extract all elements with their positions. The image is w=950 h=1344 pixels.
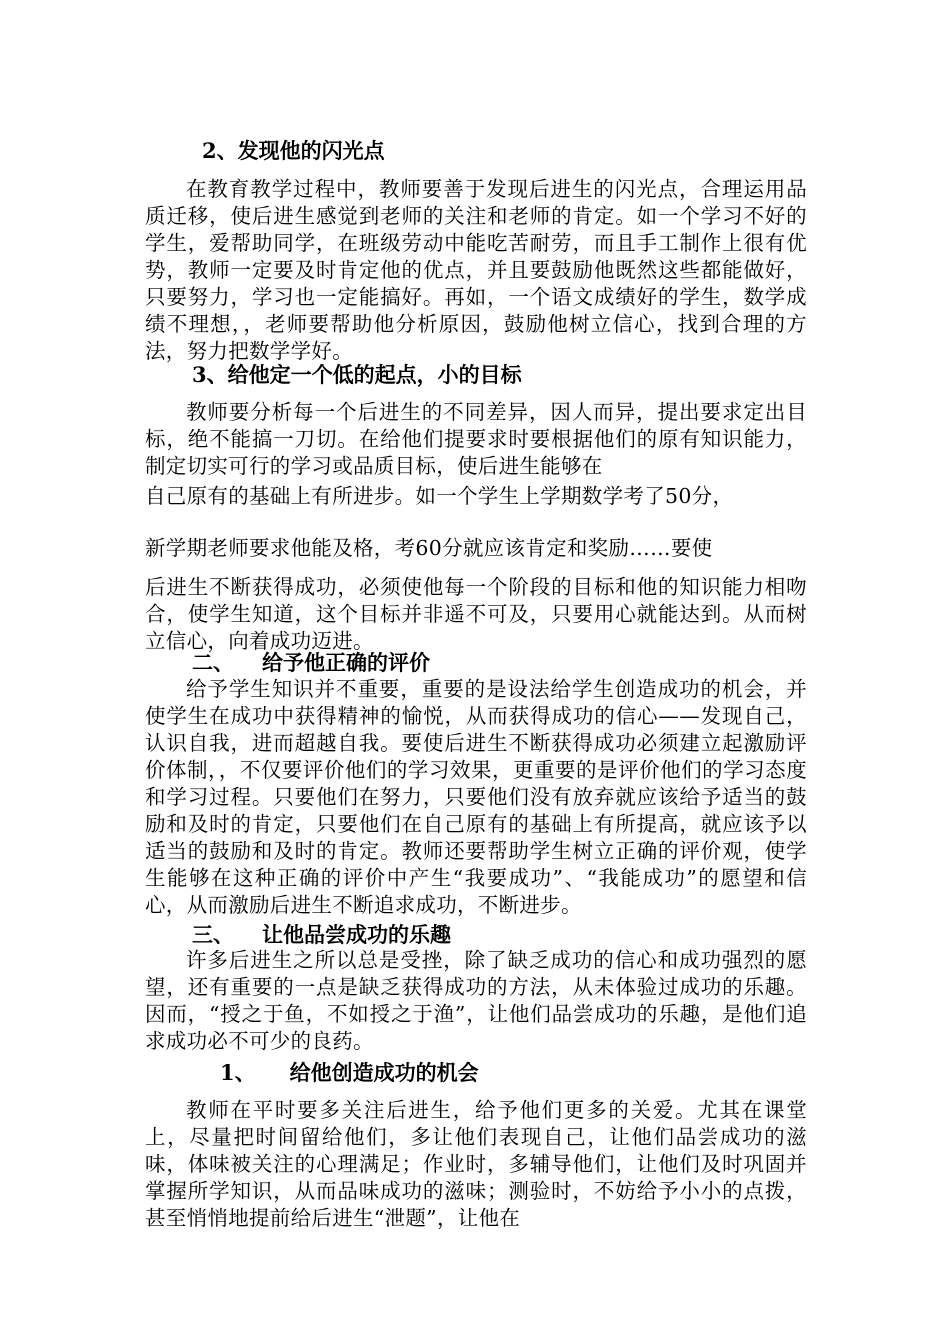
paragraph: 教师要分析每一个后进生的不同差异，因人而异，提出要求定出目标，绝不能搞一刀切。在给他们提要求时要根据他们的原有知识能力，制定切实可行的学习或品质目标，使后进生能够在: [145, 400, 807, 478]
heading-number: 3、: [192, 362, 228, 387]
paragraph: 教师在平时要多关注后进生，给予他们更多的关爱。尤其在课堂上，尽量把时间留给他们，多让他们表现自己，让他们品尝成功的滋味，体味被关注的心理满足；作业时，多辅导他们，让他们及时巩固并掌握所学知识，从而品味成功的滋味；测验时，不妨给予小小的点拨，甚至悄悄地提前给后进生“泄题”，让他在: [145, 1098, 807, 1230]
heading-number: 三、: [192, 922, 234, 947]
heading-number: 2、: [202, 138, 238, 163]
section-heading: [192, 362, 522, 388]
section-heading: [202, 138, 385, 164]
paragraph: 在教育教学过程中，教师要善于发现后进生的闪光点，合理运用品质迁移，使后进生感觉到老师的关注和老师的肯定。如一个学习不好的学生，爱帮助同学，在班级劳动中能吃苦耐劳，而且手工制作上很有优势，教师一定要及时肯定他的优点，并且要鼓励他既然这些都能做好，只要努力，学习也一定能搞好。再如，一个语文成绩好的学生，数学成绩不理想，，老师要帮助他分析原因，鼓励他树立信心，找到合理的方法，努力把数学学好。: [145, 177, 807, 363]
paragraph-line: 新学期老师要求他能及格，考60分就应该肯定和奖励……要使: [145, 536, 713, 560]
heading-text: 给他定一个低的起点，小的目标: [227, 362, 522, 387]
heading-text: 让他品尝成功的乐趣: [262, 922, 451, 947]
section-heading: [220, 1060, 479, 1086]
heading-number: 1、: [220, 1060, 256, 1085]
section-heading: [192, 922, 451, 948]
heading-text: 给予他正确的评价: [262, 650, 430, 675]
paragraph: 许多后进生之所以总是受挫，除了缺乏成功的信心和成功强烈的愿望，还有重要的一点是缺乏获得成功的方法，从未体验过成功的乐趣。因而，“授之于鱼，不如授之于渔”，让他们品尝成功的乐趣，是他们追求成功必不可少的良药。: [145, 948, 807, 1053]
paragraph: 给予学生知识并不重要，重要的是设法给学生创造成功的机会，并使学生在成功中获得精神的愉悦，从而获得成功的信心——发现自己，认识自我，进而超越自我。要使后进生不断获得成功必须建立起激励评价体制，，不仅要评价他们的学习效果，更重要的是评价他们的学习态度和学习过程。只要他们在努力，只要他们没有放弃就应该给予适当的鼓励和及时的肯定，只要他们在自己原有的基础上有所提高，就应该予以适当的鼓励和及时的肯定。教师还要帮助学生树立正确的评价观，使学生能够在这种正确的评价中产生“我要成功”、“我能成功”的愿望和信心，从而激励后进生不断追求成功，不断进步。: [145, 677, 807, 917]
heading-number: 二、: [192, 650, 234, 675]
paragraph-line: 自己原有的基础上有所进步。如一个学生上学期数学考了50分，: [145, 484, 734, 508]
section-heading: [192, 650, 430, 676]
paragraph: 后进生不断获得成功，必须使他每一个阶段的目标和他的知识能力相吻合，使学生知道，这个目标并非遥不可及，只要用心就能达到。从而树立信心，向着成功迈进。: [145, 575, 807, 653]
heading-text: 给他创造成功的机会: [289, 1060, 479, 1085]
heading-text: 发现他的闪光点: [237, 138, 385, 163]
